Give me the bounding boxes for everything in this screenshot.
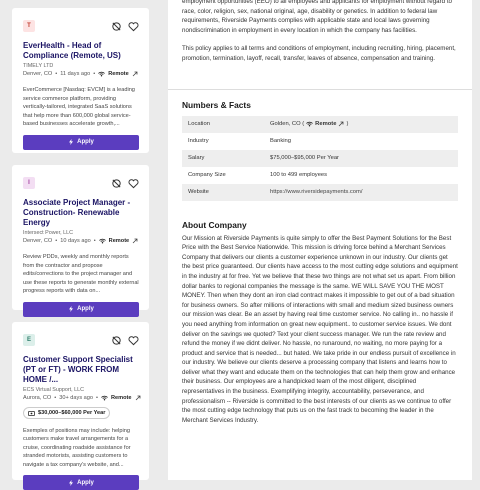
- company-logo: E: [23, 334, 35, 346]
- hide-icon[interactable]: [111, 178, 122, 189]
- job-posted: 10 days ago: [60, 238, 91, 244]
- remote-label: Remote: [108, 238, 130, 244]
- info-icon: [132, 71, 138, 77]
- job-card[interactable]: [12, 165, 149, 313]
- facts-heading: Numbers & Facts: [182, 99, 251, 110]
- hide-icon[interactable]: [111, 21, 122, 32]
- remote-label: Remote: [110, 395, 132, 401]
- info-icon: [132, 238, 138, 244]
- info-icon: [135, 395, 141, 401]
- remote-label: Remote: [108, 71, 129, 77]
- apply-button[interactable]: [23, 475, 139, 490]
- wifi-icon: [99, 238, 106, 244]
- job-posted: 11 days ago: [60, 71, 91, 77]
- heart-icon[interactable]: [128, 178, 139, 189]
- apply-button[interactable]: [23, 302, 139, 317]
- fact-key: Industry: [188, 138, 209, 145]
- job-title[interactable]: EverHealth - Head of Compliance (Remote, US): [23, 41, 121, 60]
- lightning-icon: [68, 306, 74, 312]
- lightning-icon: [68, 139, 74, 145]
- apply-label: Apply: [77, 479, 94, 486]
- heart-icon[interactable]: [128, 335, 139, 346]
- heart-icon[interactable]: [128, 21, 139, 32]
- job-location: Denver, CO: [23, 71, 53, 77]
- facts-row-website: [182, 184, 458, 201]
- company-logo: I: [23, 177, 35, 189]
- fact-key: Company Size: [188, 172, 226, 179]
- info-icon: [338, 121, 344, 127]
- job-meta: Denver, CO • 11 days ago • Remote: [23, 70, 139, 78]
- facts-row-location: [182, 116, 458, 133]
- apply-button[interactable]: [23, 135, 139, 150]
- fact-key: Website: [182, 184, 264, 201]
- policy-paragraph: This policy applies to all terms and conditions of employment, including recruiting, hiring, placement, promotion, termination, layoff, recall, transfer, leaves of absence, compensation and training.: [182, 45, 456, 62]
- job-location: Aurora, CO: [23, 395, 52, 401]
- section-divider: [168, 89, 472, 90]
- company-logo: T: [23, 20, 35, 32]
- remote-label: Remote: [315, 121, 337, 128]
- money-icon: [28, 411, 35, 416]
- fact-key: Location: [182, 116, 264, 133]
- facts-row-salary: [182, 150, 458, 167]
- job-description: Review PDDs, weekly and monthly reports from the contractor and propose edits/corrections to the project manager and use these reports to generate monthly external progress reports with data on...: [23, 254, 139, 295]
- facts-table: [182, 116, 458, 201]
- job-meta: Denver, CO • 10 days ago • Remote: [23, 237, 139, 245]
- company-name: Intersect Power, LLC: [23, 230, 74, 236]
- job-title[interactable]: Associate Project Manager - Construction- Renewable Energy: [23, 198, 131, 227]
- salary-badge: [23, 407, 110, 419]
- fact-value: $75,000–$95,000 Per Year: [264, 150, 458, 167]
- job-description: EverCommerce [Nasdaq: EVCM] is a leading service commerce platform, providing vertically-tailored, integrated SaaS solutions that help more than 600,000 global service-based businesses accelerate growth,...: [23, 87, 135, 128]
- about-heading: About Company: [182, 219, 247, 230]
- job-detail-panel: [168, 0, 472, 480]
- fact-value: [264, 184, 458, 201]
- job-meta: Aurora, CO • 30+ days ago • Remote: [23, 394, 139, 402]
- apply-label: Apply: [77, 139, 94, 146]
- company-name: ECS Virtual Support, LLC: [23, 387, 85, 393]
- website-link[interactable]: https://www.riversidepayments.com/: [270, 189, 363, 196]
- wifi-icon: [101, 395, 108, 401]
- about-paragraph: Our Mission at Riverside Payments is quite simply to offer the Best Payment Solutions for the Best Price with the Best Service Nationwide. This mission is driving force behind a Merchant Services Company that delivers our clients a customer experience unknown in our industry. Our clients get the best price guaranteed. Our clients have access to the most cutting edge solutions and equipment in the industry at for free. Yet we believe that these two things are not what set us apart. From billion dollar banks to regional companies the message is the same. WE WILL SAVE YOU THE MOST MONEY. Then when they dont an iron clad contract makes it impossible to get out of a bad situation for business owners. So after millions of interactions with small and medium sized business owners our mission was clear. Be an asset by having real time customer service. No calling in.. no hassle if you need anything from information on great new equipment.. to customer service issues. We dont deliver on the savings we quoted? Text your client success manager. We run the rate review and refund the money if we didnt deliver. No hassle, no runaround, no waiting, no more paying for a product and service that is needed... but hated. We take pride in our endless pursuit of excellence in our industry. We believe our clients deserve a processing company that listens and learns how to deliver what they want and educate them on the technologies that can help them grow and enhance their business. Our employees are a handpicked team of the most diligent, disciplined representatives in the business. Exemplifying integrity, accountability, perseverance, and professionalism -- Riverside is committed to the best interests of our clients as we continue to offer the most cutting edge technology that puts us on the fast track to becoming the leader in the Merchant Services Industry.: [182, 234, 458, 424]
- job-location: Denver, CO: [23, 238, 53, 244]
- job-posted: 30+ days ago: [59, 395, 94, 401]
- company-name: TIMELY LTD: [23, 63, 54, 69]
- job-card[interactable]: [12, 8, 149, 153]
- wifi-icon: [306, 121, 313, 127]
- facts-row-industry: [182, 133, 458, 150]
- job-description: Exemples of positions may include: helping customers make travel arrangements for a cruise, coordinating roadside assistance for stranded motorists, assisting customers to navigate a tax company's website, and...: [23, 427, 131, 468]
- eeo-paragraph: employment opportunities (EEO) to all employees and applicants for employment without regard to race, color, religion, sex, national original, age, disability or genetics. In addition to federal law requirements, Riverside Payments complies with applicable state and local laws governing nondiscrimination in employment in every location in which the company has facilities.: [182, 0, 452, 34]
- hide-icon[interactable]: [111, 335, 122, 346]
- apply-label: Apply: [77, 306, 94, 313]
- job-card[interactable]: [12, 322, 149, 486]
- fact-key: Salary: [182, 150, 264, 167]
- wifi-icon: [98, 71, 105, 77]
- fact-value: 100 to 499 employees: [270, 172, 328, 179]
- facts-row-company-size: [182, 167, 458, 184]
- job-title[interactable]: Customer Support Specialist (PT or FT) - WORK FROM HOME /...: [23, 355, 133, 384]
- salary-value: $30,000–$60,000 Per Year: [38, 410, 106, 416]
- lightning-icon: [68, 480, 74, 486]
- fact-value: Golden, CO ( Remote ): [264, 116, 458, 133]
- fact-value: Banking: [270, 138, 291, 145]
